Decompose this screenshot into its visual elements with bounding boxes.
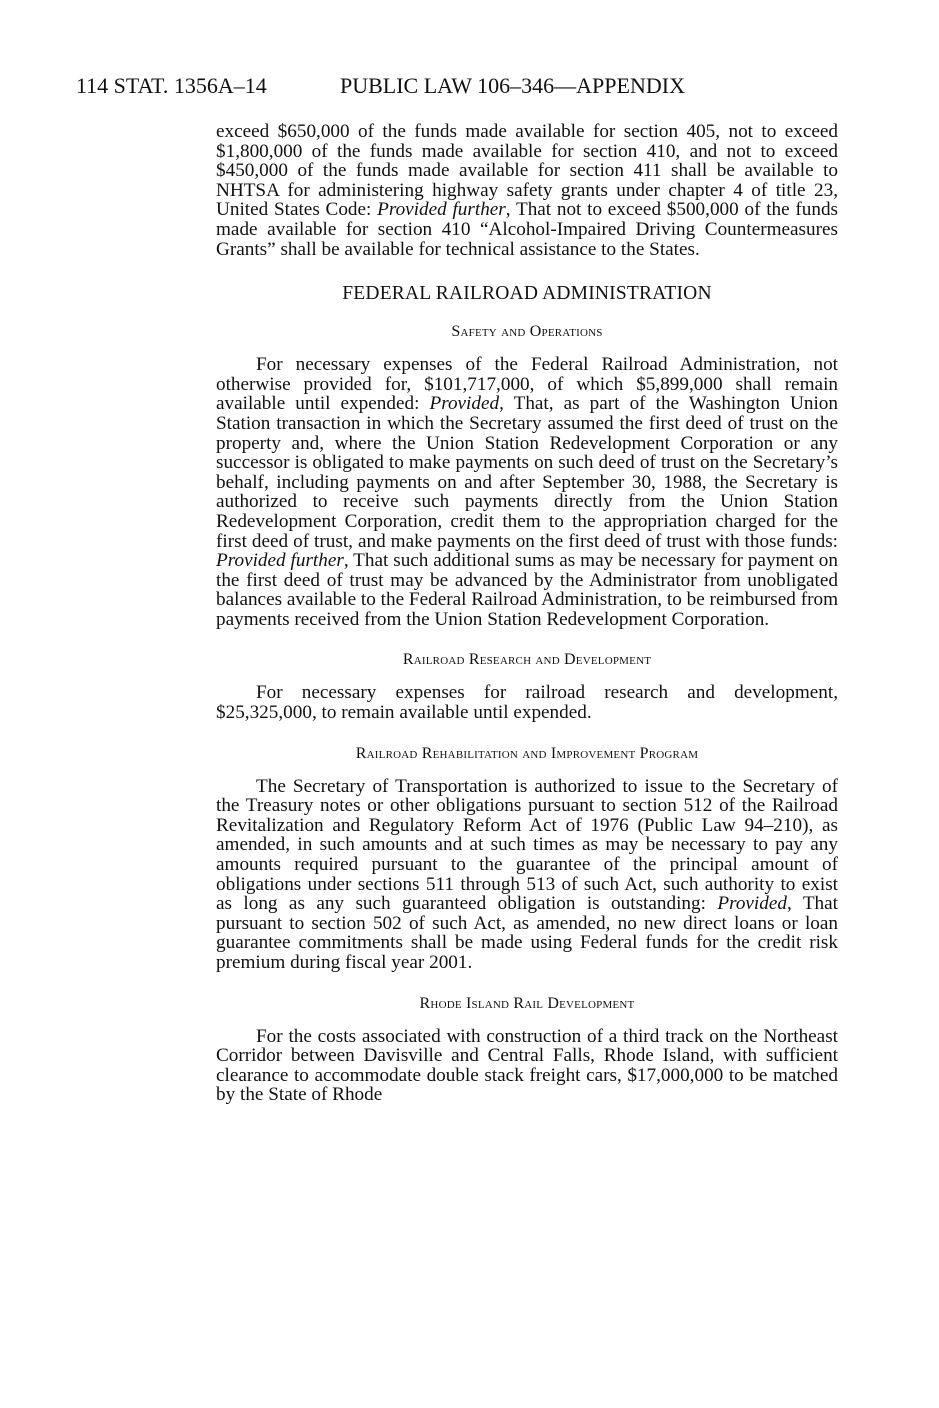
research-development-heading: Railroad Research and Development — [402, 651, 652, 669]
safety-operations-paragraph: For necessary expenses of the Federal Railroad Administration, not otherwise provided for, $101,717,000, of which $5,899,000 shall remain available until expended: Provided, That, as part of the Washington Union Station transaction in which the Secretary assumed the first deed of trust on the property and, where the Union Station Redevelopment Corporation or any successor is obligated to make payments on such deed of trust on the Secretary’s behalf, including payments on and after September 30, 1988, the Secretary is authorized to receive such payments directly from the Union Station Redevelopment Corporation, credit them to the appropriation charged for the first deed of trust, and make payments on the first deed of trust with those funds: Provided further, That such additional sums as may be necessary for payment on the first deed of trust may be advanced by the Administrator from unobligated balances available to the Federal Railroad Administration, to be reimbursed from payments received from the Union Station Redevelopment Corporation. — [216, 354, 838, 630]
rhode-island-paragraph: For the costs associated with construction of a third track on the Northeast Corridor between Davisville and Central Falls, Rhode Island, with sufficient clearance to accommodate double stack freight cars, $17,000,000 to be matched by the State of Rhode — [216, 1025, 838, 1106]
rehabilitation-program-paragraph: The Secretary of Transportation is authorized to issue to the Secretary of the Treasury notes or other obligations pursuant to section 512 of the Railroad Revitalization and Regulatory Reform Act of 1976 (Public Law 94–210), as amended, in such amounts and at such times as may be necessary to pay any amounts required pursuant to the guarantee of the principal amount of obligations under sections 511 through 513 of such Act, such authority to exist as long as any such guaranteed obligation is outstanding: Provided, That pursuant to section 502 of such Act, as amended, no new direct loans or loan guarantee commitments shall be made using Federal funds for the credit risk premium during fiscal year 2001. — [216, 775, 838, 973]
page-body — [216, 122, 838, 1105]
statute-citation: 114 STAT. 1356A–14 — [76, 73, 267, 98]
rhode-island-heading: Rhode Island Rail Development — [419, 994, 635, 1012]
public-law-title: PUBLIC LAW 106–346—APPENDIX — [340, 73, 685, 98]
agency-heading: FEDERAL RAILROAD ADMINISTRATION — [342, 283, 712, 305]
page-header — [76, 72, 876, 100]
intro-paragraph: exceed $650,000 of the funds made available for section 405, not to exceed $1,800,000 of the funds made available for section 410, and not to exceed $450,000 of the funds made available for section 411 shall be available to NHTSA for administering highway safety grants under chapter 4 of title 23, United States Code: Provided further, That not to exceed $500,000 of the funds made available for section 410 “Alcohol-Impaired Driving Countermeasures Grants” shall be available for technical assistance to the States. — [216, 121, 839, 260]
safety-operations-heading: Safety and Operations — [451, 323, 603, 341]
research-development-paragraph: For necessary expenses for railroad research and development, $25,325,000, to remain available until expended. — [216, 682, 838, 724]
rehabilitation-program-heading: Railroad Rehabilitation and Improvement Program — [355, 744, 699, 762]
